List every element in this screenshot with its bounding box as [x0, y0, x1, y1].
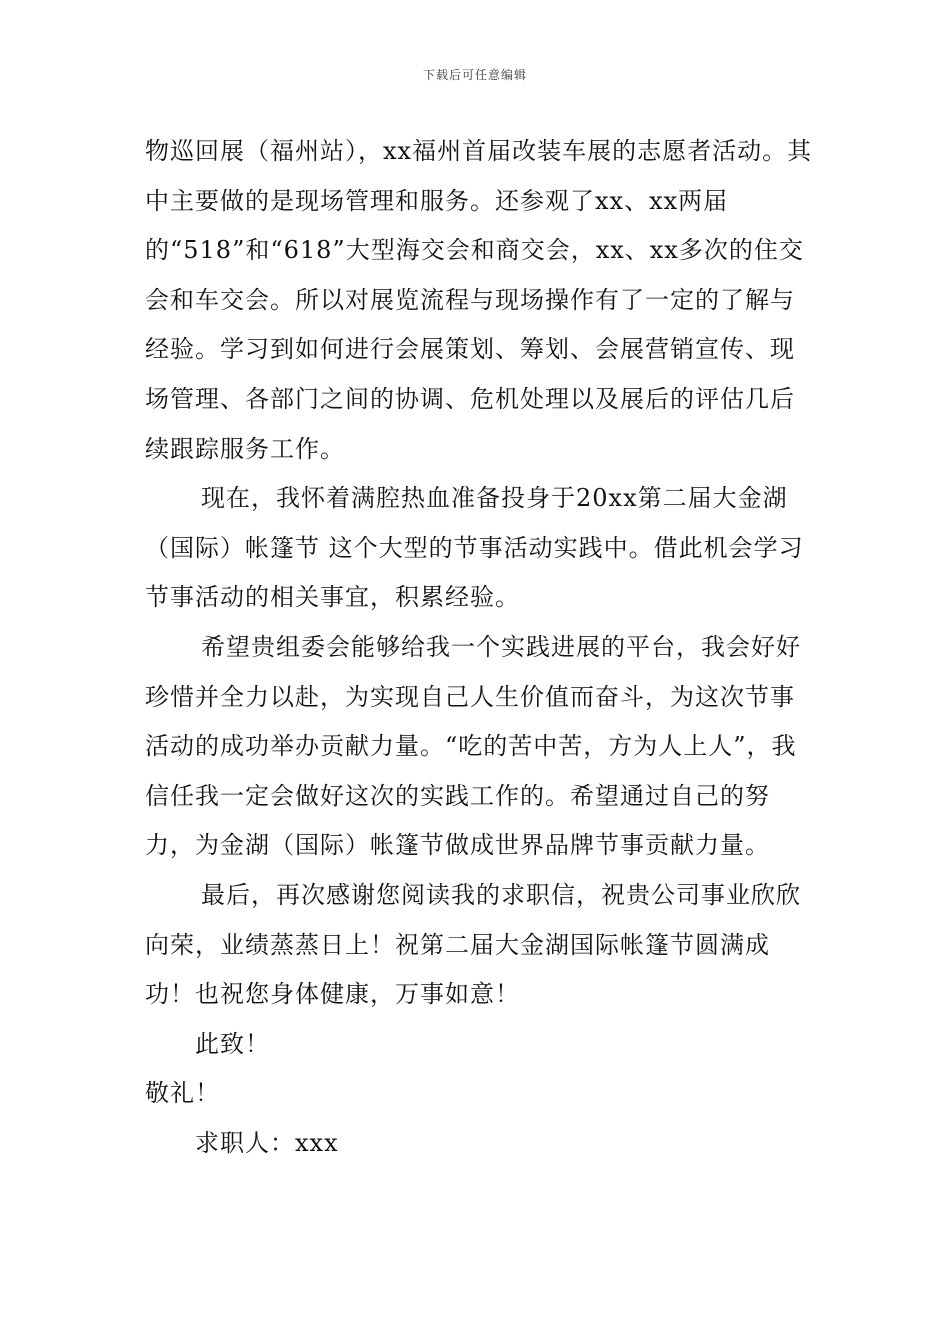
page-header-note: 下载后可任意编辑	[422, 68, 527, 82]
paragraph-1: 物巡回展（福州站），xx福州首届改装车展的志愿者活动。其中主要做的是现场管理和服务。还参观了xx、xx两届的“518”和“618”大型海交会和商交会，xx、xx多次的住交会和车交会。所以对展览流程与现场操作有了一定的了解与经验。学习到如何进行会展策划、筹划、会展营销宣传、现场管理、各部门之间的协调、危机处理以及展后的评估几后续跟踪服务工作。	[145, 137, 813, 463]
paragraph-4: 最后，再次感谢您阅读我的求职信，祝贵公司事业欣欣向荣，业绩蒸蒸日上！祝第二届大金湖国际帐篷节圆满成功！也祝您身体健康，万事如意！	[145, 880, 801, 1009]
signature-line: 求职人：xxx	[195, 1128, 339, 1157]
paragraph-2: 现在，我怀着满腔热血准备投身于20xx第二届大金湖（国际）帐篷节 这个大型的节事活动实践中。借此机会学习节事活动的相关事宜，积累经验。	[145, 484, 804, 612]
closing-line: 此致！	[195, 1029, 270, 1058]
letter-body	[145, 127, 817, 1168]
salutation-line: 敬礼！	[145, 1079, 220, 1108]
paragraph-3: 希望贵组委会能够给我一个实践进展的平台，我会好好珍惜并全力以赴，为实现自己人生价值而奋斗，为这次节事活动的成功举办贡献力量。“吃的苦中苦，方为人上人”，我信任我一定会做好这次的实践工作的。希望通过自己的努力，为金湖（国际）帐篷节做成世界品牌节事贡献力量。	[145, 632, 801, 860]
